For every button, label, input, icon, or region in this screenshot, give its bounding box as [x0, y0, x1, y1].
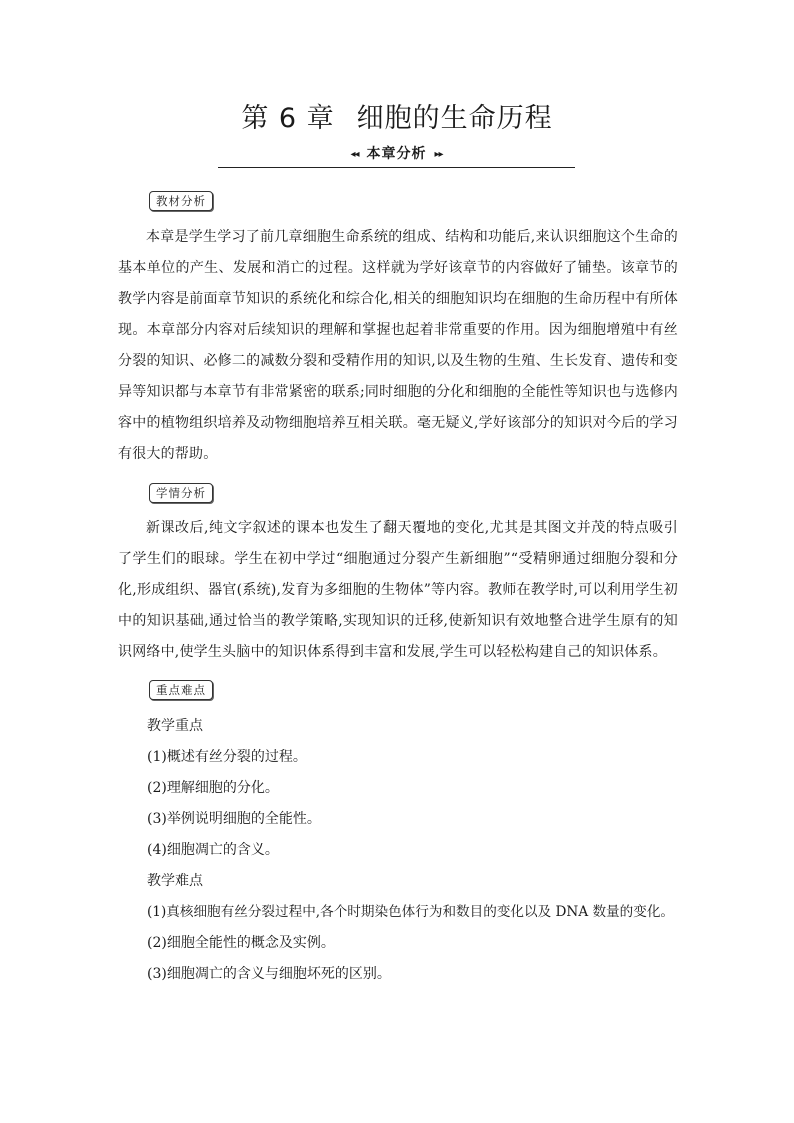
section-tag-textbook: 教材分析 — [149, 191, 213, 211]
difficulty-item: (1)真核细胞有丝分裂过程中,各个时期染色体行为和数目的变化以及 DNA 数量的变化。 — [147, 904, 675, 920]
focus-item: (4)细胞凋亡的含义。 — [147, 842, 279, 858]
chapter-number: 第 6 章 — [241, 103, 335, 134]
difficulty-heading: 教学难点 — [147, 873, 203, 889]
right-arrows-icon: ▸▸ — [434, 149, 443, 160]
chapter-subtitle-bar — [218, 143, 575, 168]
chapter-title — [0, 96, 794, 135]
section-tag-students: 学情分析 — [149, 483, 213, 503]
focus-item: (3)举例说明细胞的全能性。 — [147, 811, 321, 827]
difficulty-item: (2)细胞全能性的概念及实例。 — [147, 935, 335, 951]
focus-item: (2)理解细胞的分化。 — [147, 780, 279, 796]
subtitle-text: 本章分析 — [366, 146, 427, 162]
paragraph-textbook: 本章是学生学习了前几章细胞生命系统的组成、结构和功能后,来认识细胞这个生命的基本单位的产生、发展和消亡的过程。这样就为学好该章节的内容做好了铺垫。该章节的教学内容是前面章节知识的系统化和综合化,相关的细胞知识均在细胞的生命历程中有所体现。本章部分内容对后续知识的理解和掌握也起着非常重要的作用。因为细胞增殖中有丝分裂的知识、必修二的减数分裂和受精作用的知识,以及生物的生殖、生长发育、遗传和变异等知识都与本章节有非常紧密的联系;同时细胞的分化和细胞的全能性等知识也与选修内容中的植物组织培养及动物细胞培养互相关联。毫无疑义,学好该部分的知识对今后的学习有很大的帮助。 — [118, 229, 678, 462]
section-tag-key-points: 重点难点 — [149, 680, 213, 700]
focus-heading: 教学重点 — [147, 718, 203, 734]
focus-item: (1)概述有丝分裂的过程。 — [147, 749, 307, 765]
chapter-name: 细胞的生命历程 — [356, 103, 553, 134]
left-arrows-icon: ◂◂ — [350, 149, 359, 160]
chapter-subtitle — [342, 143, 450, 166]
paragraph-students: 新课改后,纯文字叙述的课本也发生了翻天覆地的变化,尤其是其图文并茂的特点吸引了学生们的眼球。学生在初中学过“细胞通过分裂产生新细胞”“受精卵通过细胞分裂和分化,形成组织、器官(系统),发育为多细胞的生物体”等内容。教师在教学时,可以利用学生初中的知识基础,通过恰当的教学策略,实现知识的迁移,使新知识有效地整合进学生原有的知识网络中,使学生头脑中的知识体系得到丰富和发展,学生可以轻松构建自己的知识体系。 — [118, 520, 678, 660]
difficulty-item: (3)细胞凋亡的含义与细胞坏死的区别。 — [147, 966, 391, 982]
